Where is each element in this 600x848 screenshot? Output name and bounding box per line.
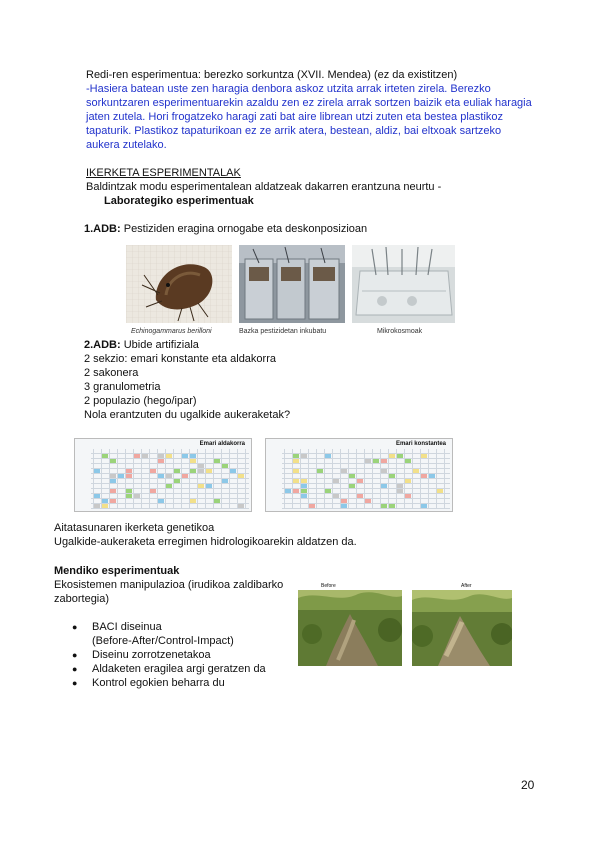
grid-cell [158, 459, 164, 463]
after-image [412, 590, 512, 666]
caption-trays: Bazka pestizidetan inkubatu [239, 328, 327, 335]
grid-cell [166, 474, 172, 478]
grid-cell [214, 459, 220, 463]
grid-cell [190, 499, 196, 503]
adb2-block [84, 338, 554, 422]
grid-cell [421, 504, 427, 508]
grid-line [91, 508, 249, 509]
grid-title: Emari aldakorra [199, 441, 245, 447]
mountain-line: zabortegia) [54, 593, 110, 605]
grid-cell [158, 499, 164, 503]
grid-title: Emari konstantea [395, 441, 446, 447]
intro-title: Redi-ren esperimentua: berezko sorkuntza (XVII. Mendea) (ez da existitzen) [86, 69, 458, 81]
intro-paragraph-line: tapaturik. Plastikoz tapaturikoan ez ze arrik atera, bestean, aldiz, bai eltxoak sartzeko [86, 125, 502, 137]
intro-block [86, 68, 556, 152]
grid-cell [222, 479, 228, 483]
grid-cell [102, 499, 108, 503]
grid-cell [166, 454, 172, 458]
before-label: Before [321, 583, 336, 589]
intro-paragraph-line: jaten zutela. Hori frogatzeko haragi zati bat aire librean utzi zuten eta bestea plastikoz [86, 111, 504, 123]
bullet-text: Diseinu zorrotzenetakoa [92, 649, 211, 661]
microcosm-photo [352, 245, 455, 323]
bullet-list [72, 620, 312, 690]
grid-cell [341, 504, 347, 508]
grid-cell [126, 489, 132, 493]
grid-cell [381, 504, 387, 508]
grid-cell [134, 454, 140, 458]
grid-cell [405, 494, 411, 498]
grid-cell [198, 484, 204, 488]
grid-cell [102, 454, 108, 458]
grid-cell [325, 489, 331, 493]
grid-cell [293, 479, 299, 483]
grid-line [282, 468, 450, 469]
amphipod-image [126, 245, 232, 323]
grid-cell [182, 474, 188, 478]
grid-cell [421, 454, 427, 458]
mountain-block [54, 564, 304, 606]
grid-cell [349, 474, 355, 478]
mountain-line: Ekosistemen manipulazioa (irudikoa zaldibarko [54, 579, 284, 591]
grid-cell [94, 469, 100, 473]
baci-bullets [72, 620, 312, 690]
grid-cell [230, 469, 236, 473]
grid-cell [373, 459, 379, 463]
grid-cell [405, 479, 411, 483]
grid-cell [301, 489, 307, 493]
grid-cell [341, 469, 347, 473]
grid-line [282, 463, 450, 464]
grid-cell [142, 454, 148, 458]
grid-cell [341, 499, 347, 503]
bullet-item [72, 676, 312, 690]
grid-cell [333, 479, 339, 483]
grid-cell [397, 489, 403, 493]
grid-cell [365, 459, 371, 463]
grid-cell [293, 489, 299, 493]
grid-cell [357, 494, 363, 498]
genetics-line: Aitatasunaren ikerketa genetikoa [54, 522, 215, 534]
grid-cell [126, 469, 132, 473]
grid-cell [301, 494, 307, 498]
page-number: 20 [521, 778, 535, 792]
grid-cell [301, 479, 307, 483]
trays-photo [239, 245, 345, 323]
grid-cell [182, 454, 188, 458]
grid-cell [293, 459, 299, 463]
grid-line [91, 503, 249, 504]
grid-cell [285, 489, 291, 493]
grid-cell [206, 469, 212, 473]
trays-image [239, 245, 345, 323]
adb2-text: Ubide artifiziala [120, 339, 199, 351]
grid-cell [102, 504, 108, 508]
grid-cell [293, 454, 299, 458]
adb2-line: 2 sakonera [84, 367, 139, 379]
before-photo [298, 590, 402, 666]
genetics-line: Ugalkide-aukeraketa erregimen hidrologikoarekin aldatzen da. [54, 536, 357, 548]
grid-cell [94, 504, 100, 508]
caption-microcosm: Mikrokosmoak [377, 328, 423, 335]
adb1-label: 1.ADB: [84, 223, 121, 235]
grid-cell [357, 479, 363, 483]
section-line: Baldintzak modu esperimentalean aldatzeak dakarren erantzuna neurtu - [86, 181, 442, 193]
grid-line [282, 478, 450, 479]
grid-cell [166, 484, 172, 488]
grid-cell [413, 469, 419, 473]
grid-figure-constant-flow [265, 438, 453, 512]
grid-cell [309, 504, 315, 508]
grid-line [91, 493, 249, 494]
caption-amphipod: Echinogammarus berilloni [131, 328, 212, 335]
before-image [298, 590, 402, 666]
grid-cell [150, 469, 156, 473]
bullet-text: Kontrol egokien beharra du [92, 677, 225, 689]
grid-cell [190, 469, 196, 473]
bullet-item [72, 662, 312, 676]
adb2-line: 2 sekzio: emari konstante eta aldakorra [84, 353, 276, 365]
grid-cell [126, 474, 132, 478]
adb1-text: Pestiziden eragina ornogabe eta deskonposizioan [120, 223, 368, 235]
bullet-text: Aldaketen eragilea argi geratzen da [92, 663, 266, 675]
after-photo [412, 590, 512, 666]
grid-cell [238, 474, 244, 478]
grid-cell [110, 459, 116, 463]
grid-cell [389, 454, 395, 458]
grid-cell [333, 494, 339, 498]
grid-cell [389, 504, 395, 508]
grid-cell [381, 469, 387, 473]
grid-cell [190, 454, 196, 458]
grid-cell [301, 484, 307, 488]
bullet-item [72, 648, 312, 662]
grid-cell [429, 474, 435, 478]
grid-cell [349, 484, 355, 488]
mountain-heading: Mendiko esperimentuak [54, 565, 180, 577]
grid-line [91, 468, 249, 469]
grid-cell [174, 479, 180, 483]
grid-line [282, 493, 450, 494]
grid-figure-variable-flow [74, 438, 252, 512]
bullet-subtext: (Before-After/Control-Impact) [92, 635, 234, 647]
grid-cell [110, 474, 116, 478]
grid-cell [421, 474, 427, 478]
bullet-item [72, 620, 312, 648]
adb1-line [84, 222, 554, 236]
grid-cell [158, 454, 164, 458]
bullet-text: BACI diseinua [92, 621, 162, 633]
grid-cell [110, 479, 116, 483]
grid-cell [206, 484, 212, 488]
grid-cell [405, 459, 411, 463]
grid-line [282, 508, 450, 509]
amphipod-photo [126, 245, 232, 323]
section-experimental [86, 166, 556, 208]
grid-cell [365, 499, 371, 503]
grid-line [282, 488, 450, 489]
grid-cell [397, 484, 403, 488]
grid-cell [381, 459, 387, 463]
grid-cell [389, 474, 395, 478]
grid-cell [110, 489, 116, 493]
grid-cell [238, 504, 244, 508]
grid-cell [293, 469, 299, 473]
grid-cell [381, 484, 387, 488]
grid-cell [158, 474, 164, 478]
grid-cell [110, 499, 116, 503]
grid-cell [198, 464, 204, 468]
grid-cell [325, 454, 331, 458]
adb2-line: 3 granulometria [84, 381, 161, 393]
adb2-label: 2.ADB: [84, 339, 121, 351]
grid-cell [174, 469, 180, 473]
grid-cell [134, 494, 140, 498]
grid-cell [150, 489, 156, 493]
section-heading: IKERKETA ESPERIMENTALAK [86, 167, 241, 179]
intro-paragraph-line: sorkuntzaren esperimentuarekin azaldu zen ez zirela arrak sortzen baizik eta euliak haragia [86, 97, 532, 109]
grid-cell [301, 454, 307, 458]
grid-cell [222, 464, 228, 468]
adb2-line: 2 populazio (hego/ipar) [84, 395, 197, 407]
after-label: After [461, 583, 472, 589]
section-subheading: Laborategiko esperimentuak [104, 195, 254, 207]
intro-paragraph-line: -Hasiera batean uste zen haragia denbora askoz utzita arrak irteten zirela. Berezko [86, 83, 491, 95]
grid-cell [118, 474, 124, 478]
genetics-block [54, 521, 554, 549]
microcosm-image [352, 245, 455, 323]
adb2-line: Nola erantzuten du ugalkide aukeraketak? [84, 409, 291, 421]
grid-cell [397, 454, 403, 458]
grid-cell [126, 494, 132, 498]
grid-cell [198, 469, 204, 473]
grid-cell [94, 494, 100, 498]
grid-cell [437, 489, 443, 493]
grid-cell [190, 459, 196, 463]
grid-cell [214, 499, 220, 503]
intro-paragraph-line: aukera zutelako. [86, 139, 167, 151]
grid-line [282, 483, 450, 484]
grid-cell [317, 469, 323, 473]
